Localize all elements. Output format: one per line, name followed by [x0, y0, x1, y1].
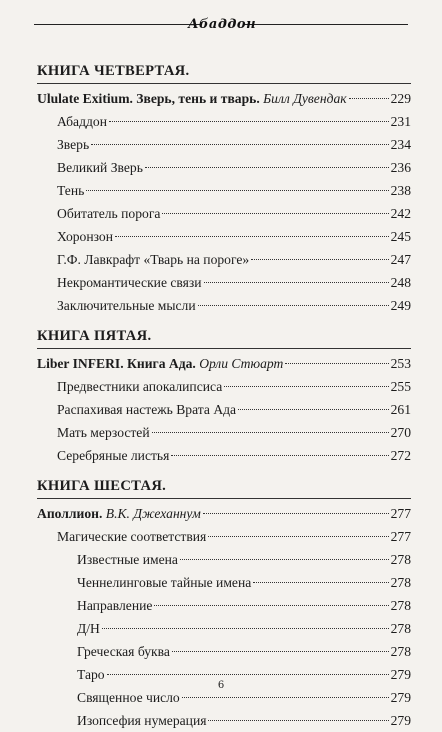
- entry-page-number: 255: [390, 379, 411, 394]
- chapter-author: Билл Дувендак: [263, 91, 347, 106]
- entry-title: [37, 352, 283, 375]
- dot-leader: [208, 720, 388, 721]
- entry-page-number: 279: [390, 667, 411, 682]
- dot-leader: [180, 559, 389, 560]
- dot-leader: [102, 628, 389, 629]
- chapter-author: Орли Стюарт: [199, 356, 284, 371]
- entry-title: Изопсефия нумерация: [77, 713, 207, 728]
- toc-entry[interactable]: [37, 248, 411, 271]
- toc-entry[interactable]: [37, 617, 411, 640]
- header-title: Абаддон: [187, 16, 257, 32]
- dot-leader: [162, 213, 388, 214]
- dot-leader: [203, 513, 389, 514]
- dot-leader: [86, 190, 388, 191]
- chapter-title: Ululate Exitium. Зверь, тень и тварь.: [37, 91, 260, 106]
- book-title: КНИГА ПЯТАЯ.: [37, 328, 152, 344]
- entry-title: [37, 502, 201, 525]
- toc-entry[interactable]: [37, 548, 411, 571]
- entry-title: Тень: [57, 183, 85, 198]
- dot-leader: [152, 432, 389, 433]
- dot-leader: [172, 651, 389, 652]
- toc-entry[interactable]: [37, 398, 411, 421]
- toc-entry[interactable]: [37, 294, 411, 317]
- running-header: [0, 0, 442, 44]
- book-section: [37, 475, 411, 732]
- entry-page-number: 236: [390, 160, 411, 175]
- dot-leader: [204, 282, 389, 283]
- dot-leader: [285, 363, 388, 364]
- entry-page-number: 278: [390, 575, 411, 590]
- dot-leader: [253, 582, 388, 583]
- entry-title: Г.Ф. Лавкрафт «Тварь на пороге»: [57, 252, 250, 267]
- entry-page-number: 272: [390, 448, 411, 463]
- dot-leader: [171, 455, 388, 456]
- entry-title: Ченнелинговые тайные имена: [77, 575, 252, 590]
- entry-page-number: 278: [390, 621, 411, 636]
- toc-entry[interactable]: [37, 179, 411, 202]
- toc-entry[interactable]: [37, 421, 411, 444]
- entry-title: Магические соответствия: [57, 529, 207, 544]
- toc-entry[interactable]: [37, 110, 411, 133]
- toc-entry[interactable]: [37, 444, 411, 467]
- entry-page-number: 248: [390, 275, 411, 290]
- toc-entry-chapter[interactable]: [37, 87, 411, 110]
- entry-title: Некромантические связи: [57, 275, 202, 290]
- dot-leader: [238, 409, 389, 410]
- dot-leader: [91, 144, 388, 145]
- header-badge: [187, 10, 257, 38]
- toc-entry[interactable]: [37, 271, 411, 294]
- dot-leader: [182, 697, 389, 698]
- book-title: КНИГА ЧЕТВЕРТАЯ.: [37, 63, 190, 79]
- book-title-rule: [37, 348, 411, 349]
- entry-page-number: 234: [390, 137, 411, 152]
- dot-leader: [224, 386, 388, 387]
- entry-page-number: 277: [390, 529, 411, 544]
- toc-entry[interactable]: [37, 640, 411, 663]
- entry-title: Известные имена: [77, 552, 178, 567]
- toc-entry[interactable]: [37, 225, 411, 248]
- entry-page-number: 279: [390, 690, 411, 705]
- entry-page-number: 238: [390, 183, 411, 198]
- book-title-rule: [37, 498, 411, 499]
- table-of-contents: [37, 60, 411, 732]
- entry-title: Мать мерзостей: [57, 425, 150, 440]
- dot-leader: [251, 259, 388, 260]
- entry-title: Д/Н: [77, 621, 100, 636]
- entry-page-number: 278: [390, 598, 411, 613]
- dot-leader: [145, 167, 389, 168]
- toc-entry-chapter[interactable]: [37, 502, 411, 525]
- entry-page-number: 245: [390, 229, 411, 244]
- dot-leader: [198, 305, 389, 306]
- entry-page-number: 270: [390, 425, 411, 440]
- entry-title: Великий Зверь: [57, 160, 143, 175]
- entry-title: Серебряные листья: [57, 448, 170, 463]
- entry-title: Хоронзон: [57, 229, 113, 244]
- entry-title: Зверь: [57, 137, 90, 152]
- dot-leader: [349, 98, 389, 99]
- entry-page-number: 278: [390, 552, 411, 567]
- entry-page-number: 277: [390, 506, 411, 521]
- entry-page-number: 247: [390, 252, 411, 267]
- entry-title: Распахивая настежь Врата Ада: [57, 402, 237, 417]
- entry-page-number: 229: [390, 91, 411, 106]
- entry-page-number: 279: [390, 713, 411, 728]
- entry-page-number: 278: [390, 644, 411, 659]
- entry-title: Заключительные мысли: [57, 298, 196, 313]
- page-number: 6: [217, 680, 225, 691]
- dot-leader: [109, 121, 389, 122]
- toc-entry[interactable]: [37, 202, 411, 225]
- entry-page-number: 261: [390, 402, 411, 417]
- entry-title: Направление: [77, 598, 153, 613]
- entry-title: Греческая буква: [77, 644, 170, 659]
- chapter-title: Аполлион.: [37, 506, 103, 521]
- entry-title: Таро: [77, 667, 105, 682]
- book-section: [37, 60, 411, 317]
- dot-leader: [208, 536, 388, 537]
- toc-entry[interactable]: [37, 709, 411, 732]
- entry-title: Абаддон: [57, 114, 107, 129]
- entry-page-number: 253: [390, 356, 411, 371]
- dot-leader: [154, 605, 388, 606]
- toc-entry[interactable]: [37, 375, 411, 398]
- toc-entry[interactable]: [37, 525, 411, 548]
- entry-title: Предвестники апокалипсиса: [57, 379, 223, 394]
- toc-entry[interactable]: [37, 133, 411, 156]
- dot-leader: [107, 674, 389, 675]
- toc-entry-chapter[interactable]: [37, 352, 411, 375]
- toc-entry[interactable]: [37, 156, 411, 179]
- toc-entry[interactable]: [37, 571, 411, 594]
- book-title: КНИГА ШЕСТАЯ.: [37, 478, 167, 494]
- book-title-rule: [37, 83, 411, 84]
- chapter-title: Liber INFERI. Книга Ада.: [37, 356, 196, 371]
- entry-page-number: 249: [390, 298, 411, 313]
- entry-title: Священное число: [77, 690, 180, 705]
- entry-title: [37, 87, 347, 110]
- dot-leader: [115, 236, 389, 237]
- entry-page-number: 231: [390, 114, 411, 129]
- entry-page-number: 242: [390, 206, 411, 221]
- entry-title: Обитатель порога: [57, 206, 161, 221]
- book-section: [37, 325, 411, 467]
- chapter-author: В.К. Джеханнум: [105, 506, 201, 521]
- toc-entry[interactable]: [37, 594, 411, 617]
